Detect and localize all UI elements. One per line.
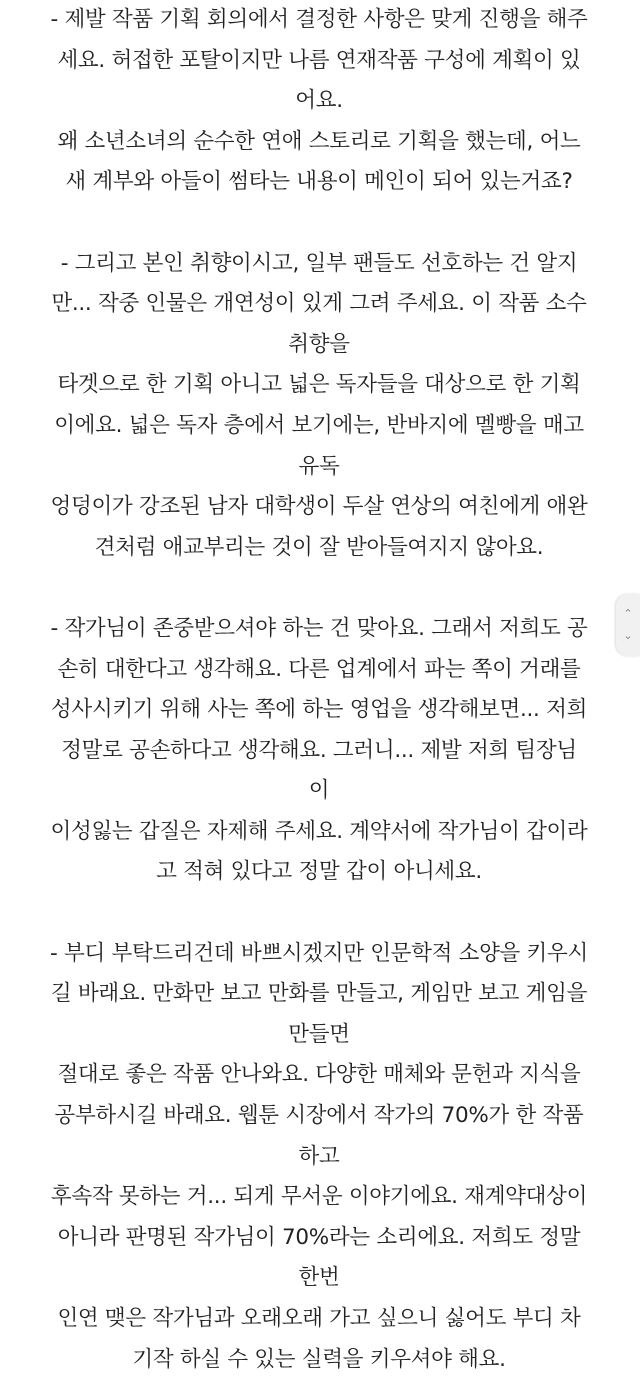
text-line: 한번: [298, 1265, 340, 1291]
text-line: - 그리고 본인 취향이시고, 일부 팬들도 선호하는 건 알지: [60, 250, 578, 276]
text-line: 이에요. 넓은 독자 층에서 보기에는, 반바지에 멜빵을 매고: [54, 412, 584, 438]
text-line: 정말로 공손하다고 생각해요. 그러니... 제발 저희 팀장님: [61, 737, 577, 763]
text-line: 어요.: [295, 88, 343, 114]
text-line: 길 바래요. 만화만 보고 만화를 만들고, 게임만 보고 게임을: [50, 981, 588, 1007]
text-line: 후속작 못하는 거... 되게 무서운 이야기에요. 재계약대상이: [50, 1184, 588, 1210]
blank-line: [22, 203, 616, 244]
text-line: 엉덩이가 강조된 남자 대학생이 두살 연상의 여친에게 애완: [50, 494, 588, 520]
text-line: 하고: [298, 1143, 340, 1169]
scroll-handle[interactable]: [616, 594, 640, 656]
document-body: [22, 0, 616, 1380]
blank-line: [22, 893, 616, 934]
text-line: 이성잃는 갑질은 자제해 주세요. 계약서에 작가님이 갑이라: [50, 818, 588, 844]
text-line: 만들면: [288, 1021, 350, 1047]
text-line: 절대로 좋은 작품 안나와요. 다양한 매체와 문헌과 지식을: [57, 1062, 581, 1088]
text-line: - 제발 작품 기획 회의에서 결정한 사항은 맞게 진행을 해주: [50, 7, 588, 32]
chevron-down-icon[interactable]: ⌄: [623, 629, 633, 642]
text-line: 인연 맺은 작가님과 오래오래 가고 싶으니 싫어도 부디 차: [57, 1306, 581, 1331]
text-line: 세요. 허접한 포탈이지만 나름 연재작품 구성에 계획이 있: [57, 47, 581, 73]
text-line: 기작 하실 수 있는 실력을 키우셔야 해요.: [132, 1346, 506, 1372]
text-line: 성사시키기 위해 사는 쪽에 하는 영업을 생각해보면... 저희: [50, 697, 588, 723]
text-line: 손히 대한다고 생각해요. 다른 업계에서 파는 쪽이 거래를: [57, 656, 581, 682]
text-line: 이: [308, 778, 330, 804]
text-line: 새 계부와 아들이 썸타는 내용이 메인이 되어 있는거죠?: [65, 169, 573, 195]
chevron-up-icon[interactable]: ⌃: [623, 607, 633, 620]
text-line: 타겟으로 한 기획 아니고 넓은 독자들을 대상으로 한 기획: [57, 372, 581, 398]
text-line: 만... 작중 인물은 개연성이 있게 그려 주세요. 이 작품 소수: [51, 291, 587, 317]
text-line: 유독: [298, 453, 340, 479]
blank-line: [22, 568, 616, 609]
text-line: 고 적혀 있다고 정말 갑이 아니세요.: [156, 859, 482, 885]
text-line: 취향을: [288, 331, 350, 357]
text-line: 왜 소년소녀의 순수한 연애 스토리로 기획을 했는데, 어느: [57, 128, 581, 154]
text-line: 공부하시길 바래요. 웹툰 시장에서 작가의 70%가 한 작품: [54, 1103, 584, 1129]
text-line: - 작가님이 존중받으셔야 하는 건 맞아요. 그래서 저희도 공: [50, 615, 588, 641]
text-line: 견처럼 애교부리는 것이 잘 받아들여지지 않아요.: [94, 534, 544, 560]
text-line: - 부디 부탁드리건데 바쁘시겠지만 인문학적 소양을 키우시: [50, 940, 588, 966]
text-line: 아니라 판명된 작가님이 70%라는 소리에요. 저희도 정말: [57, 1224, 581, 1250]
